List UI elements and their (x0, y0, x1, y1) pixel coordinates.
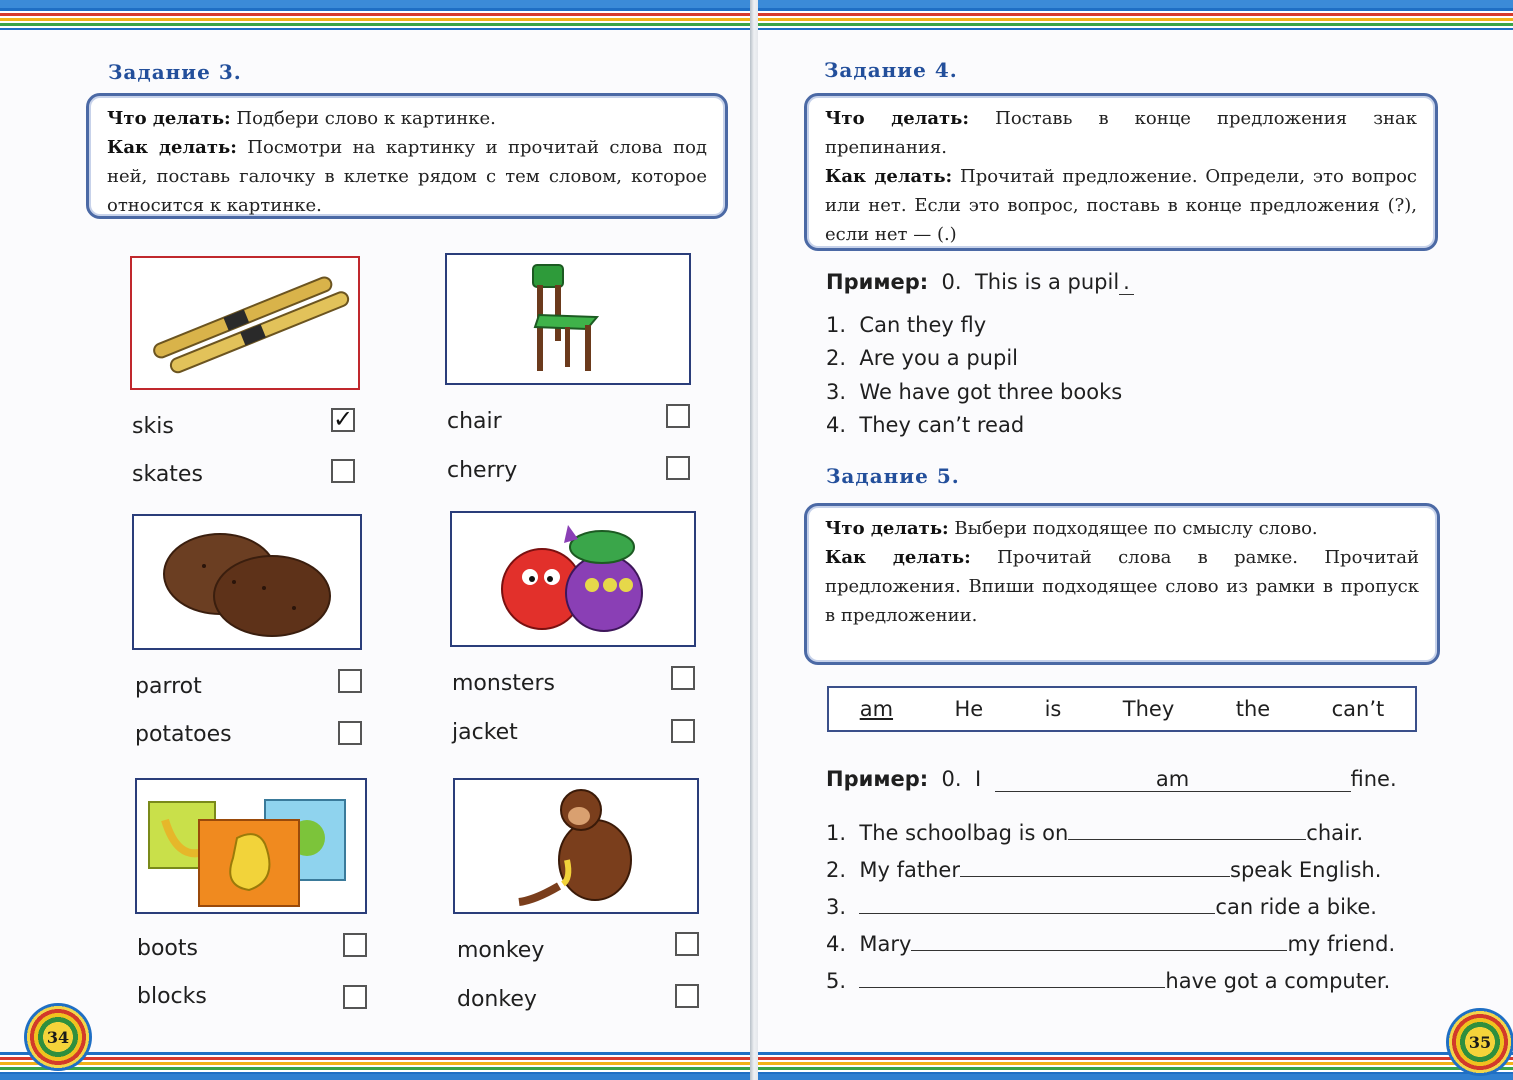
how-to-do: Как делать: Прочитай слова в рамке. Прочитай предложения. Впиши подходящее слово из рамки в пропуск в предложении. (825, 547, 1419, 626)
task-5-sentence: 5. have got a computer. (826, 969, 1391, 993)
word-bank (827, 686, 1417, 732)
task-5-example: Пример: 0. I am fine. (826, 767, 1397, 791)
page-number-badge (1446, 1008, 1513, 1076)
task-4-example: Пример: 0. This is a pupil . (826, 270, 1134, 294)
what-to-do: Что делать: Поставь в конце предложения знак препинания. (825, 108, 1417, 158)
option-word: skis (132, 414, 174, 439)
what-to-do: Что делать: Подбери слово к картинке. (107, 108, 496, 129)
checkbox[interactable] (671, 666, 695, 690)
example-answer: am (995, 767, 1351, 792)
word-bank-word: can’t (1331, 697, 1385, 721)
top-stripe (0, 8, 752, 30)
answer-blank[interactable] (859, 895, 1215, 914)
option-word: parrot (135, 674, 202, 699)
task-4-sentence: 1. Can they fly (826, 313, 987, 337)
task-5-title: Задание 5. (826, 464, 960, 488)
word-bank-word: is (1044, 697, 1062, 721)
answer-blank[interactable] (911, 932, 1287, 951)
left-page (0, 0, 752, 1080)
option-word: jacket (452, 720, 518, 745)
answer-blank[interactable] (1068, 821, 1306, 840)
monkey-image (453, 778, 699, 914)
word-bank-word: They (1122, 697, 1175, 721)
bottom-border (758, 1074, 1513, 1080)
how-to-do: Как делать: Посмотри на картинку и прочитай слова под ней, поставь галочку в клетке рядом с тем словом, которое относится к картинке. (107, 137, 707, 216)
answer-blank[interactable] (859, 969, 1165, 988)
monsters-image (450, 511, 696, 647)
checkbox[interactable] (331, 459, 355, 483)
task-4-sentence: 2. Are you a pupil (826, 346, 1018, 370)
task-5-sentence: 1. The schoolbag is on chair. (826, 821, 1364, 845)
task-5-sentence: 4. Mary my friend. (826, 932, 1396, 956)
option-word: boots (137, 936, 198, 961)
word-bank-word: am (859, 697, 894, 721)
bottom-border (0, 1074, 752, 1080)
option-word: monsters (452, 671, 555, 696)
bottom-stripe (758, 1052, 1513, 1074)
task-4-sentence: 4. They can’t read (826, 413, 1025, 437)
option-word: chair (447, 409, 502, 434)
skis-image (130, 256, 360, 390)
option-word: monkey (457, 938, 545, 963)
task-3-title: Задание 3. (108, 60, 242, 84)
task-4-instructions (804, 93, 1438, 251)
word-bank-word: He (954, 697, 984, 721)
task-3-instructions (86, 93, 728, 219)
page-number: 34 (46, 1027, 70, 1047)
checkbox[interactable] (666, 404, 690, 428)
task-4-title: Задание 4. (824, 58, 958, 82)
checkbox[interactable] (675, 932, 699, 956)
word-bank-word: the (1235, 697, 1271, 721)
checkbox[interactable] (338, 669, 362, 693)
how-to-do: Как делать: Прочитай предложение. Определи, это вопрос или нет. Если это вопрос, поставь в конце предложения (?), если нет — (.) (825, 166, 1418, 245)
option-word: skates (132, 462, 203, 487)
answer-blank[interactable] (960, 858, 1230, 877)
blocks-image (135, 778, 367, 914)
task-5-sentence: 3. can ride a bike. (826, 895, 1377, 919)
checkbox[interactable] (671, 719, 695, 743)
checkbox[interactable] (343, 985, 367, 1009)
page-number: 35 (1468, 1032, 1492, 1052)
chair-image (445, 253, 691, 385)
top-stripe (758, 8, 1513, 30)
checkbox-checked[interactable]: ✓ (333, 405, 354, 433)
checkbox[interactable] (675, 984, 699, 1008)
task-5-sentence: 2. My father speak English. (826, 858, 1382, 882)
example-punctuation: . (1119, 270, 1134, 295)
task-5-instructions (804, 503, 1440, 665)
option-word: cherry (447, 458, 518, 483)
checkbox[interactable] (343, 933, 367, 957)
checkbox[interactable] (338, 721, 362, 745)
checkbox[interactable] (666, 456, 690, 480)
potatoes-image (132, 514, 362, 650)
task-4-sentence: 3. We have got three books (826, 380, 1123, 404)
option-word: donkey (457, 987, 537, 1012)
option-word: blocks (137, 984, 207, 1009)
what-to-do: Что делать: Выбери подходящее по смыслу слово. (825, 518, 1318, 539)
option-word: potatoes (135, 722, 232, 747)
page-number-badge (24, 1003, 92, 1071)
right-page (758, 0, 1513, 1080)
bottom-stripe (0, 1052, 752, 1074)
